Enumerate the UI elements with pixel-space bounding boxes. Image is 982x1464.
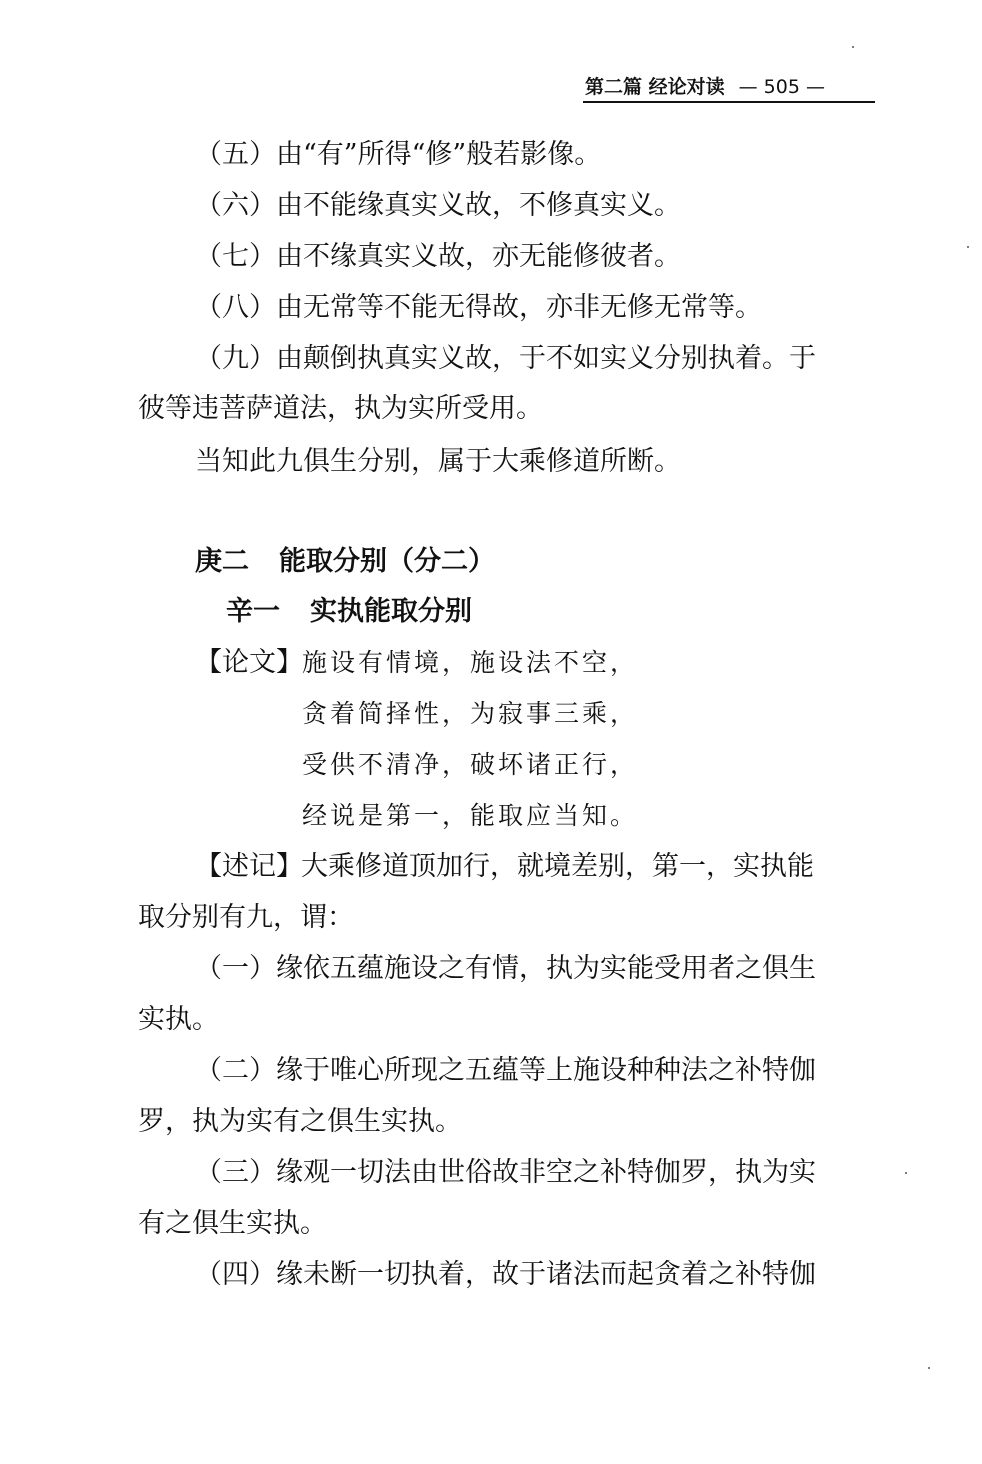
page-number: — 505 —	[738, 76, 825, 98]
paragraph-line: （五）由“有”所得“修”般若影像。	[195, 139, 602, 170]
paragraph-line: 当知此九俱生分别，属于大乘修道所断。	[195, 446, 681, 477]
paragraph-line: 彼等违菩萨道法，执为实所受用。	[138, 393, 543, 424]
commentary-line: （二）缘于唯心所现之五蕴等上施设种种法之补特伽	[195, 1055, 816, 1086]
verse-line: 贪着简择性，为寂事三乘，	[302, 699, 639, 728]
commentary-line: 罗，执为实有之俱生实执。	[138, 1106, 462, 1137]
paragraph-line: （九）由颠倒执真实义故，于不如实义分别执着。于	[195, 343, 816, 374]
commentary-line: （三）缘观一切法由世俗故非空之补特伽罗，执为实	[195, 1157, 816, 1188]
scan-speck	[905, 1172, 907, 1174]
commentary-line: （四）缘未断一切执着，故于诸法而起贪着之补特伽	[195, 1259, 816, 1290]
subsection-heading	[226, 587, 472, 637]
commentary-line: 有之俱生实执。	[138, 1208, 327, 1239]
section-heading	[195, 537, 495, 587]
commentary-tag: 【述记】	[195, 851, 303, 882]
running-header	[585, 73, 875, 101]
verse-line: 经说是第一，能取应当知。	[302, 801, 639, 830]
section-heading-label: 庚二	[195, 546, 249, 577]
paragraph-line: （八）由无常等不能无得故，亦非无修无常等。	[195, 292, 762, 323]
scan-speck	[967, 246, 969, 248]
commentary-line: 实执。	[138, 1004, 219, 1035]
section-heading-text: 能取分别（分二）	[279, 546, 495, 577]
subsection-heading-text: 实执能取分别	[310, 596, 472, 627]
commentary-line: 大乘修道顶加行，就境差别，第一，实执能	[301, 851, 814, 882]
verse-line: 施设有情境，施设法不空，	[302, 648, 639, 677]
commentary-line: （一）缘依五蕴施设之有情，执为实能受用者之俱生	[195, 953, 816, 984]
header-rule	[583, 101, 875, 103]
subsection-heading-label: 辛一	[226, 596, 280, 627]
verse-tag: 【论文】	[195, 647, 303, 678]
paragraph-line: （六）由不能缘真实义故，不修真实义。	[195, 190, 681, 221]
scan-speck	[852, 46, 854, 48]
paragraph-line: （七）由不缘真实义故，亦无能修彼者。	[195, 241, 681, 272]
header-title: 第二篇 经论对读	[585, 76, 725, 98]
scan-speck	[928, 1367, 930, 1369]
commentary-line: 取分别有九，谓：	[138, 902, 354, 933]
verse-line: 受供不清净，破坏诸正行，	[302, 750, 639, 779]
